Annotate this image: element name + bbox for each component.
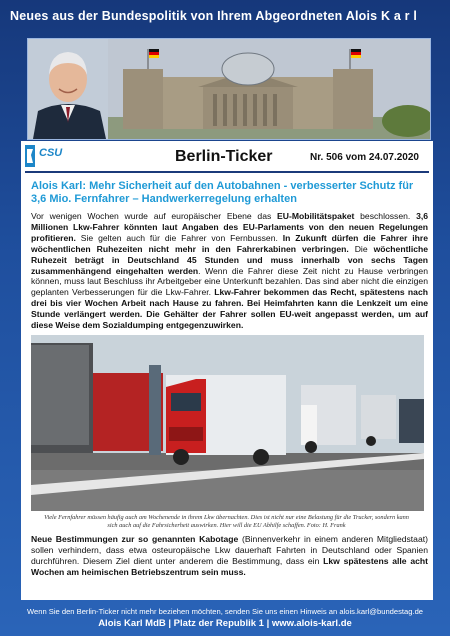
truck-photo bbox=[31, 335, 424, 511]
csu-logo-text: CSU bbox=[39, 147, 63, 159]
text-segment: beschlossen. bbox=[354, 211, 417, 221]
text-segment: 3,6 Millionen Lkw-Fahrer könnten laut Angaben des EU-Parlaments von den neuen Regelungen profitieren. bbox=[31, 211, 429, 243]
footer-address: Alois Karl MdB | Platz der Republik 1 | www.alois-karl.de bbox=[98, 618, 352, 629]
article-paragraph-1 bbox=[31, 211, 428, 331]
truck-photo-image bbox=[31, 335, 424, 511]
unsubscribe-note: Wenn Sie den Berlin-Ticker nicht mehr beziehen möchten, senden Sie uns einen Hinweis an alois.karl@bundestag.de bbox=[26, 607, 424, 616]
title-divider bbox=[25, 171, 429, 173]
text-segment: (Binnenverkehr in einem anderen Mitgliedstaat) sollen verhindern, dass etwa osteuropäische Lkw dauerhaft Fahrten in Deutschland oder Spanien durchführen. Diesem Ziel dient unter anderem die Bestimmung, dass ein bbox=[31, 534, 428, 566]
ticker-title: Berlin-Ticker bbox=[175, 148, 273, 165]
text-segment: Lkw-Fahrer bekommen das Recht, spätestens nach drei bis vier Wochen Arbeit nach Hause zu fahren. Bei Heimfahrten kann die Lenkzeit um eine Stunde verlängert werden. Die Gehälter der Fahrer sollen EU-weit angepasst werden, um auf diese Weise dem Sozialdumping entgegenzuwirken. bbox=[31, 287, 428, 331]
text-segment: . Wenn die Fahrer diese Zeit nicht zu Hause verbringen können, muss laut Beschluss ihr Arbeitgeber eine Unterkunft bezahlen. Das sind aber nicht die einzigen geplanten Verbesserungen für die Lkw-Fahrer. bbox=[31, 265, 428, 298]
reichstag-photo bbox=[28, 39, 430, 139]
text-segment: Neue Bestimmungen zur so genannten Kabotage bbox=[31, 534, 239, 544]
text-segment: In Zukunft dürfen die Fahrer ihre wöchentlichen Ruhezeiten nicht mehr in den Fahrerkabinen verbringen. bbox=[31, 232, 428, 254]
ticker-issue: Nr. 506 vom 24.07.2020 bbox=[310, 152, 419, 163]
text-segment: Lkw spätestens alle acht Wochen am heimischen Betriebszentrum sein muss. bbox=[31, 555, 428, 577]
article-paragraph-2 bbox=[31, 534, 428, 578]
header-title: Neues aus der Bundespolitik von Ihrem Abgeordneten Alois K a r l bbox=[10, 9, 418, 23]
text-segment: Sie gelten auch für die Fahrer von Fernbussen. bbox=[75, 232, 283, 243]
photo-caption: Viele Fernfahrer müssen häufig auch am Wochenende in ihrem Lkw übernachten. Dies ist nicht nur eine Belastung für die Trucker, sondern kann sich auch auf die Fahrsicherheit auswirken. Hier will die EU Abhilfe schaffen. Foto: H. Frank bbox=[44, 514, 409, 529]
text-segment: wöchentliche Ruhezeit beträgt in Deutschland 45 Stunden und muss innerhalb von sechs Tagen zusammenhängend eingehalten werden bbox=[31, 243, 429, 276]
article-headline: Alois Karl: Mehr Sicherheit auf den Autobahnen - verbesserter Schutz für 3,6 Mio. Fernfahrer – Handwerkerregelung erhalten bbox=[31, 180, 414, 205]
hero-banner bbox=[27, 38, 431, 140]
text-segment: Vor wenigen Wochen wurde auf europäischer Ebene das bbox=[31, 211, 278, 221]
text-segment: Die bbox=[348, 243, 374, 254]
csu-logo bbox=[25, 145, 71, 167]
text-segment: EU-Mobilitätspaket bbox=[277, 211, 355, 221]
